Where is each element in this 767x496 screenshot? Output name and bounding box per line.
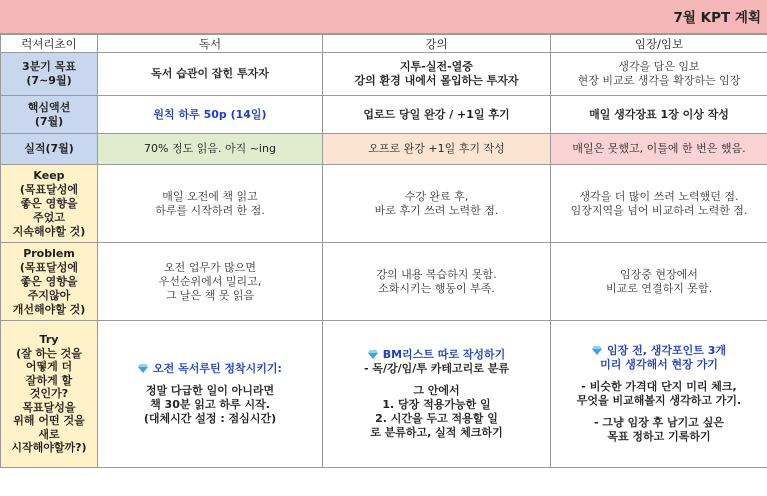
cell-try-reading [98,321,323,468]
cell-goal-reading [98,53,323,96]
cell-keep-site-visit [551,165,767,243]
cell-line: 임장중 현장에서 [620,267,698,281]
cell-action-site-visit [551,96,767,134]
cell-line: 무엇을 비교해볼지 생각하고 가기. [576,394,742,407]
label-line: Problem [23,246,75,260]
cell-problem-reading [98,243,323,321]
header-row [1,35,767,53]
row-label-try [1,321,98,468]
cell-try-lecture [323,321,551,468]
cell-line: 목표 정하고 기록하기 [607,430,711,443]
label-line: (잘 하는 것을 [16,346,82,360]
cell-line: 생각을 담은 임보 [618,60,700,73]
column-header-lecture: 강의 [323,35,551,53]
cell-problem-site-visit [551,243,767,321]
try-heading [100,362,320,376]
label-line: 것인가? [29,387,69,401]
cell-line: 생각을 더 많이 쓰려 노력했던 점. [579,189,739,203]
cell-line: 비교로 연결하지 못함. [605,281,713,295]
cell-action-reading [98,96,323,134]
row-label-goal [1,53,98,96]
cell-line: 업로드 당일 완강 / +1일 후기 [363,107,510,121]
cell-line: 70% 정도 읽음. 아직 ~ing [144,142,276,155]
cell-line: 매일 오전에 책 읽고 [162,189,258,203]
cell-result-lecture [323,134,551,165]
column-header-site-visit: 임장/임보 [551,35,767,53]
cell-line: 로 분류하고, 실적 체크하기 [370,426,503,439]
cell-keep-reading [98,165,323,243]
cell-line: 오전 업무가 많으면 [163,260,256,274]
try-row [1,321,767,468]
cell-line: - 그냥 임장 후 남기고 싶은 [594,416,724,429]
cell-line: 강의 내용 복습하지 못함. [376,267,497,281]
label-line: 목표달성을 [22,400,76,414]
label-line: Try [39,333,59,347]
cell-line: 임장지역을 넘어 비교하려 노력한 점. [570,203,748,217]
cell-line: 강의 환경 내에서 몰입하는 투자자 [354,74,519,87]
cell-result-site-visit [551,134,767,165]
row-label-result [1,134,98,165]
cell-line: (대체시간 설정 : 점심시간) [143,412,277,425]
diamond-icon [592,346,602,355]
cell-keep-lecture [323,165,551,243]
cell-line: - 비슷한 가격대 단지 미리 체크, [581,380,737,393]
spacer [325,376,548,384]
cell-line: - 독/강/임/투 카테고리로 분류 [364,362,509,375]
row-label-key-action [1,96,98,134]
cell-line: 1. 당장 적용가능한 일 [382,398,491,411]
spacer [100,376,320,384]
cell-line: 그 날은 책 못 읽음 [165,288,255,302]
diamond-icon [368,350,378,359]
label-line: 어떻게 더 [25,360,73,374]
cell-line: 지투-실전-열중 [400,60,473,73]
column-header-reading: 독서 [98,35,323,53]
problem-row [1,243,767,321]
label-line: (7월) [34,114,64,128]
cell-goal-lecture [323,53,551,96]
kpt-table [0,34,767,468]
spacer [553,408,765,416]
cell-line: 현장 비교로 생각을 확장하는 임장 [577,74,741,87]
column-header-owner: 럭셔리초이 [1,35,98,53]
cell-goal-site-visit [551,53,767,96]
cell-line: 오프로 완강 +1일 후기 작성 [368,142,505,155]
label-line: 3분기 목표 [22,60,76,73]
cell-problem-lecture [323,243,551,321]
try-heading-text: 임장 전, 생각포인트 3개 [607,344,726,357]
cell-line: 그 안에서 [413,384,460,397]
label-line: 새로 [38,427,60,441]
cell-try-site-visit [551,321,767,468]
label-line: (목표달성에 [19,182,79,196]
cell-line: 2. 시간을 두고 적용할 일 [375,412,498,425]
cell-line: 독서 습관이 잡힌 투자자 [151,67,269,80]
label-line: 주었고 [33,210,65,224]
cell-line: 원칙 하루 50p (14일) [153,107,267,121]
label-line: Keep [33,168,65,182]
spacer [553,372,765,380]
diamond-icon [138,364,148,373]
label-line: 좋은 영향을 [20,196,78,210]
cell-line: 우선순위에서 밀리고, [158,274,262,288]
row-label-problem [1,243,98,321]
label-line: 좋은 영향을 [20,274,78,288]
cell-line: 매일 생각장표 1장 이상 작성 [589,107,729,121]
cell-line: 정말 다급한 일이 아니라면 [145,384,275,397]
key-action-row [1,96,767,134]
cell-line: 하루를 시작하려 한 점. [155,203,265,217]
cell-action-lecture [323,96,551,134]
cell-line: 책 30분 읽고 하루 시작. [150,398,270,411]
label-line: 핵심액션 [27,100,71,114]
try-heading [325,348,548,362]
cell-result-reading [98,134,323,165]
cell-line: 바로 후기 쓰려 노력한 점. [374,203,499,217]
goal-row [1,53,767,96]
label-line: 위해 어떤 것을 [13,414,85,428]
label-line: 잘하게 할 [25,373,73,387]
label-line: 개선해야할 것) [12,302,86,316]
try-heading-text: 오전 독서루틴 정착시키기: [153,362,282,375]
cell-line: 소화시키는 행동이 부족. [378,281,495,295]
label-line: 실적(7월) [24,142,74,155]
title-bar [0,0,767,34]
try-heading-text: BM리스트 따로 작성하기 [382,348,506,361]
try-heading [553,344,765,358]
label-line: 시작해야할까?) [11,441,87,455]
label-line: 지속해야할 것) [12,224,86,238]
keep-row [1,165,767,243]
page-title: 7월 KPT 계획 [673,10,761,26]
cell-line: 수강 완료 후, [404,189,469,203]
label-line: 주지않아 [27,288,71,302]
try-heading-line2: 미리 생각해서 현장 가기 [600,358,718,371]
label-line: (7~9월) [26,74,72,87]
row-label-keep [1,165,98,243]
label-line: (목표달성에 [19,260,79,274]
cell-line: 매일은 못했고, 이틀에 한 번은 했음. [572,142,746,155]
result-row [1,134,767,165]
